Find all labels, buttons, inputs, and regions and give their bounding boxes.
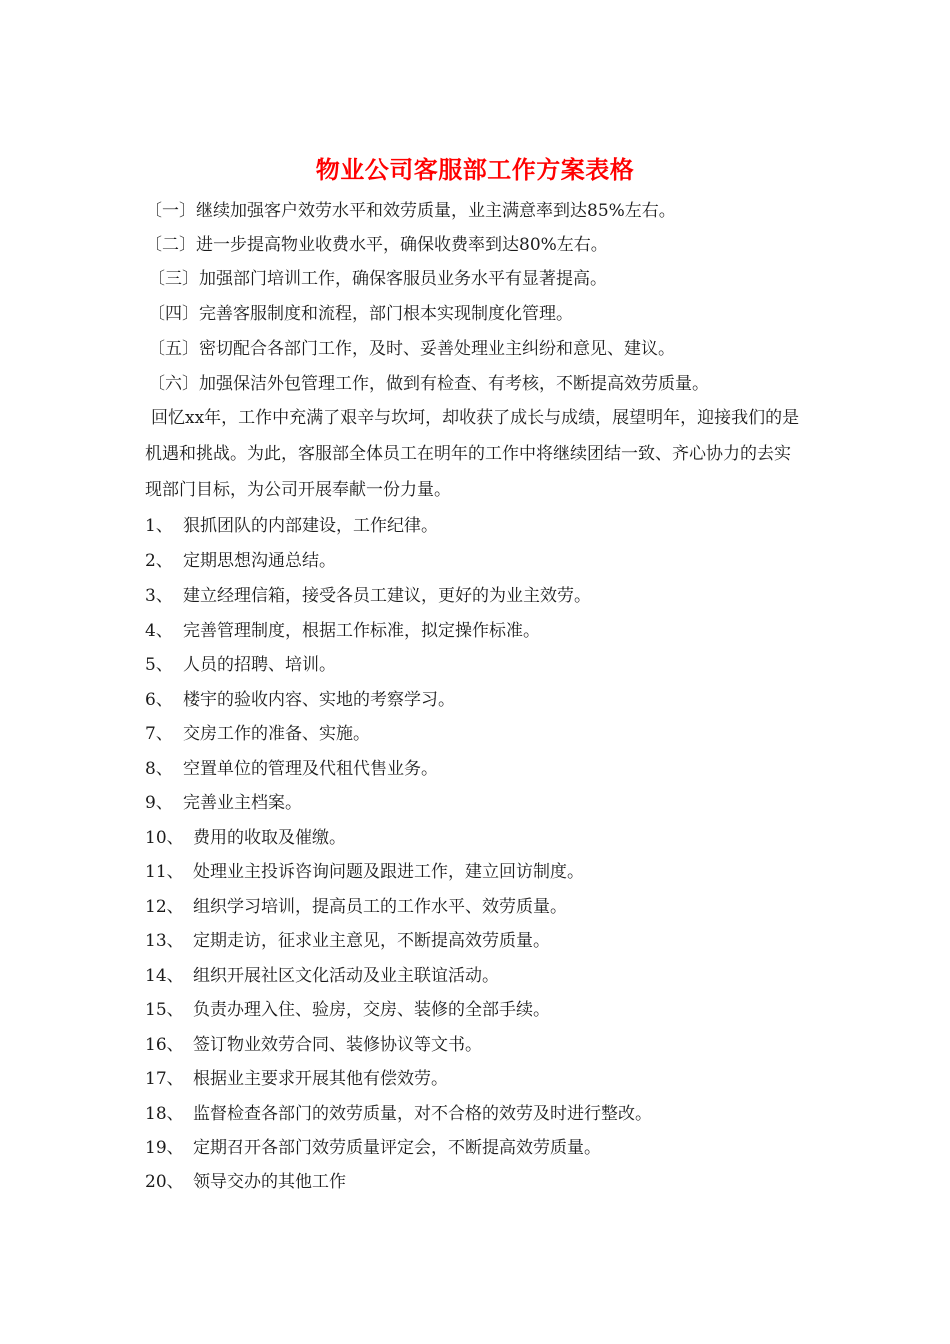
list-item <box>145 1033 482 1057</box>
list-item-number: 18、 <box>145 1104 184 1124</box>
list-item-number: 1、 <box>145 516 173 536</box>
list-item-number: 7、 <box>145 724 173 744</box>
list-item-number: 16、 <box>145 1035 184 1055</box>
list-item <box>145 619 540 643</box>
goal-item: 〔五〕密切配合各部门工作，及时、妥善处理业主纠纷和意见、建议。 <box>148 339 675 359</box>
list-item-text: 狠抓团队的内部建设，工作纪律。 <box>183 516 438 536</box>
list-item <box>145 1067 448 1091</box>
document-title: 物业公司客服部工作方案表格 <box>315 156 635 184</box>
list-item-number: 9、 <box>145 793 173 813</box>
list-item <box>145 688 455 712</box>
list-item-text: 费用的收取及催缴。 <box>193 828 346 848</box>
list-item-text: 组织开展社区文化活动及业主联谊活动。 <box>193 966 499 986</box>
list-item-text: 完善业主档案。 <box>183 793 302 813</box>
list-item <box>145 549 336 573</box>
list-item <box>145 584 591 608</box>
list-item-text: 签订物业效劳合同、装修协议等文书。 <box>193 1035 482 1055</box>
list-item <box>145 998 550 1022</box>
list-item <box>145 1102 652 1126</box>
list-item-text: 定期走访，征求业主意见，不断提高效劳质量。 <box>193 931 550 951</box>
list-item-text: 负责办理入住、验房，交房、装修的全部手续。 <box>193 1000 550 1020</box>
list-item-number: 6、 <box>145 690 173 710</box>
list-item-number: 10、 <box>145 828 184 848</box>
list-item <box>145 929 550 953</box>
list-item-number: 8、 <box>145 759 173 779</box>
goal-item: 〔二〕进一步提高物业收费水平，确保收费率到达80%左右。 <box>145 235 608 255</box>
list-item <box>145 895 567 919</box>
list-item-text: 领导交办的其他工作 <box>193 1172 346 1192</box>
list-item-text: 完善管理制度，根据工作标准，拟定操作标准。 <box>183 621 540 641</box>
goal-item: 〔四〕完善客服制度和流程，部门根本实现制度化管理。 <box>148 304 573 324</box>
list-item-text: 根据业主要求开展其他有偿效劳。 <box>193 1069 448 1089</box>
list-item-number: 2、 <box>145 551 173 571</box>
list-item <box>145 791 302 815</box>
list-item <box>145 757 438 781</box>
summary-paragraph: 回忆xx年，工作中充满了艰辛与坎坷，却收获了成长与成绩，展望明年，迎接我们的是机遇和挑战。为此，客服部全体员工在明年的工作中将继续团结一致、齐心协力的去实现部门目标，为公司开展奉献一份力量。 <box>145 408 800 500</box>
list-item-number: 20、 <box>145 1172 184 1192</box>
list-item <box>145 826 346 850</box>
list-item-text: 监督检查各部门的效劳质量，对不合格的效劳及时进行整改。 <box>193 1104 652 1124</box>
list-item-text: 定期思想沟通总结。 <box>183 551 336 571</box>
list-item-number: 17、 <box>145 1069 184 1089</box>
goal-item: 〔一〕继续加强客户效劳水平和效劳质量，业主满意率到达85%左右。 <box>145 201 676 221</box>
list-item-text: 空置单位的管理及代租代售业务。 <box>183 759 438 779</box>
list-item-text: 处理业主投诉咨询问题及跟进工作，建立回访制度。 <box>193 862 584 882</box>
list-item <box>145 722 370 746</box>
list-item-text: 定期召开各部门效劳质量评定会，不断提高效劳质量。 <box>193 1138 601 1158</box>
list-item-number: 13、 <box>145 931 184 951</box>
list-item <box>145 1170 346 1194</box>
list-item-text: 楼宇的验收内容、实地的考察学习。 <box>183 690 455 710</box>
list-item-text: 组织学习培训，提高员工的工作水平、效劳质量。 <box>193 897 567 917</box>
list-item <box>145 860 584 884</box>
goal-item: 〔三〕加强部门培训工作，确保客服员业务水平有显著提高。 <box>148 269 607 289</box>
list-item-number: 11、 <box>145 862 184 882</box>
list-item-number: 3、 <box>145 586 173 606</box>
list-item <box>145 514 438 538</box>
list-item-text: 交房工作的准备、实施。 <box>183 724 370 744</box>
goal-item: 〔六〕加强保洁外包管理工作，做到有检查、有考核，不断提高效劳质量。 <box>148 374 709 394</box>
list-item-text: 建立经理信箱，接受各员工建议，更好的为业主效劳。 <box>183 586 591 606</box>
list-item-number: 15、 <box>145 1000 184 1020</box>
list-item-number: 5、 <box>145 655 173 675</box>
list-item-number: 14、 <box>145 966 184 986</box>
list-item <box>145 1136 601 1160</box>
list-item-number: 4、 <box>145 621 173 641</box>
list-item <box>145 653 336 677</box>
list-item-number: 19、 <box>145 1138 184 1158</box>
list-item <box>145 964 499 988</box>
list-item-text: 人员的招聘、培训。 <box>183 655 336 675</box>
list-item-number: 12、 <box>145 897 184 917</box>
